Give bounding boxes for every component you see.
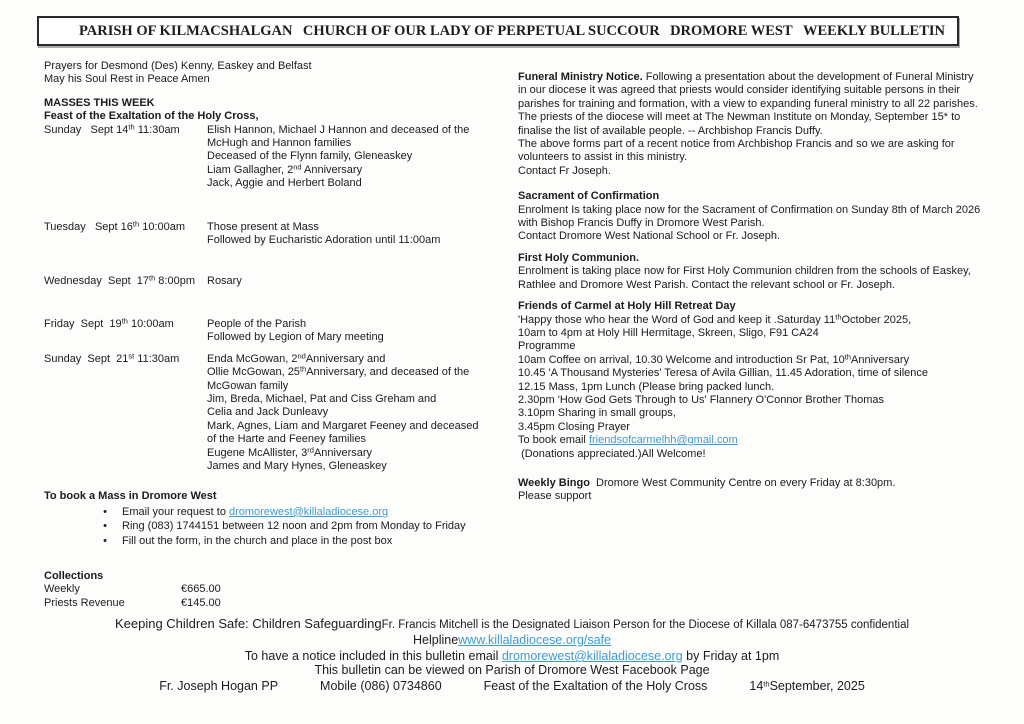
feast-heading: Feast of the Exaltation of the Holy Cross, <box>44 110 259 123</box>
mass-when: Tuesday Sept 16th 10:00am <box>44 219 186 233</box>
safeguarding-title: Keeping Children Safe: Children Safeguarding <box>114 616 382 631</box>
mass-row <box>44 124 510 191</box>
bingo-heading: Weekly Bingo <box>518 476 590 489</box>
right-column <box>518 71 988 504</box>
booking-item-text: Email your request to <box>122 505 229 518</box>
header-title-parish: PARISH OF KILMACSHALGAN <box>79 22 293 39</box>
booking-heading: To book a Mass in Dromore West <box>44 490 217 503</box>
bullet-icon: • <box>103 520 107 533</box>
masses-heading: MASSES THIS WEEK <box>44 96 155 109</box>
booking-item-text: Ring (083) 1744151 between 12 noon and 2pm from Monday to Friday <box>122 520 466 533</box>
header-title-church: CHURCH OF OUR LADY OF PERPETUAL SUCCOUR <box>302 22 660 39</box>
mass-when: Sunday Sept 14th 11:30am <box>44 122 180 136</box>
booking-item <box>88 534 510 548</box>
collection-row <box>44 583 510 596</box>
carmel-retreat-section <box>518 300 988 461</box>
confirmation-section <box>518 190 988 244</box>
header-title-dromore: DROMORE WEST <box>670 22 793 39</box>
mass-row <box>44 353 510 474</box>
collection-label: Weekly <box>44 583 80 596</box>
mass-intentions: Enda McGowan, 2ndAnniversary and Ollie McGowan, 25thAnniversary, and deceased of the McGowan family Jim, Breda, Michael, Pat and Ciss Greham and Celia and Jack Dunleavy Mark, Agnes, Liam and Margaret Feeney and deceased of the Harte and Feeney families Eugene McAllister, 3rdAnniversary James and Mary Hynes, Gleneaskey <box>207 351 479 472</box>
funeral-ministry-heading: Funeral Ministry Notice. <box>518 71 643 83</box>
helpline-label: Helpline <box>412 633 459 647</box>
left-column <box>44 60 510 610</box>
carmel-email-link[interactable]: friendsofcarmelhh@gmail.com <box>588 434 738 447</box>
bingo-section <box>518 477 988 504</box>
bulletin-date: 14thSeptember, 2025 <box>749 679 865 693</box>
footer <box>0 616 1024 693</box>
mass-when: Friday Sept 19th 10:00am <box>44 316 174 330</box>
bulletin-header <box>37 16 959 46</box>
funeral-ministry-body: Following a presentation about the development of Funeral Ministry in our diocese it was agreed that priests would consider identifying suitable persons in their parishes for training and formation, with a view to expanding funeral ministry to all 22 parishes. The priests of the diocese will meet at The Newman Institute on Monday, September 15* to finalise the list of available people. -- Archbishop Francis Duffy. The above forms part of a recent notice from Archbishop Francis and so we are asking for volunteers to assist in this ministry. Contact Fr Joseph. <box>518 71 978 177</box>
collections-heading: Collections <box>44 569 104 582</box>
notice-line <box>0 649 1024 663</box>
collection-row <box>44 597 510 610</box>
bullet-icon: • <box>103 534 107 547</box>
funeral-ministry-section <box>518 71 988 178</box>
mass-intentions: Rosary <box>207 275 242 288</box>
mass-when: Wednesday Sept 17th 8:00pm <box>44 273 195 288</box>
prayers-note: Prayers for Desmond (Des) Kenny, Easkey and Belfast May his Soul Rest in Peace Amen <box>44 60 312 86</box>
priest-mobile: Mobile (086) 0734860 <box>320 679 442 693</box>
communion-section <box>518 252 988 292</box>
facebook-line: This bulletin can be viewed on Parish of Dromore West Facebook Page <box>314 663 710 677</box>
mass-intentions: Those present at Mass Followed by Eucharistic Adoration until 11:00am <box>207 220 441 247</box>
mass-row <box>44 318 510 345</box>
notice-suffix: by Friday at 1pm <box>682 649 780 663</box>
priest-name: Fr. Joseph Hogan PP <box>159 679 279 693</box>
helpline-line <box>0 633 1024 647</box>
bingo-body: Dromore West Community Centre on every Friday at 8:30pm. Please support <box>518 476 896 503</box>
communion-body: Enrolment is taking place now for First Holy Communion children from the schools of Easkey, Rathlee and Dromore West Parish. Contact the relevant school or Fr. Joseph. <box>518 265 971 291</box>
contact-line <box>0 679 1024 693</box>
mass-intentions: People of the Parish Followed by Legion of Mary meeting <box>207 317 384 344</box>
mass-row <box>44 275 510 288</box>
feast-name: Feast of the Exaltation of the Holy Cross <box>483 679 708 693</box>
booking-item-text: Fill out the form, in the church and place in the post box <box>122 534 393 547</box>
header-title-bulletin: WEEKLY BULLETIN <box>803 22 945 39</box>
helpline-link[interactable]: www.killaladiocese.org/safe <box>458 633 612 647</box>
notice-prefix: To have a notice included in this bulletin email <box>244 649 502 663</box>
notice-email-link[interactable]: dromorewest@killaladiocese.org <box>501 649 683 663</box>
carmel-donations-text: (Donations appreciated.)All Welcome! <box>518 447 706 460</box>
communion-heading: First Holy Communion. <box>518 251 639 264</box>
carmel-book-text: To book email <box>518 434 589 447</box>
mass-row <box>44 221 510 248</box>
carmel-heading: Friends of Carmel at Holy Hill Retreat Day <box>518 300 736 313</box>
confirmation-body: Enrolment Is taking place now for the Sacrament of Confirmation on Sunday 8th of March 2026 with Bishop Francis Duffy in Dromore West Parish. Contact Dromore West National School or Fr. Joseph. <box>518 203 981 243</box>
collection-label: Priests Revenue <box>44 596 125 609</box>
safeguarding-line <box>0 616 1024 631</box>
booking-email-link[interactable]: dromorewest@killaladiocese.org <box>229 505 389 518</box>
collection-amount: €665.00 <box>181 583 221 596</box>
mass-when: Sunday Sept 21st 11:30am <box>44 351 180 365</box>
mass-schedule <box>44 124 510 474</box>
booking-item <box>88 505 510 519</box>
booking-item <box>88 519 510 533</box>
booking-list <box>44 505 510 548</box>
mass-intentions: Elish Hannon, Michael J Hannon and deceased of the McHugh and Hannon families Deceased of the Flynn family, Gleneaskey Liam Gallagher, 2nd Anniversary Jack, Aggie and Herbert Boland <box>207 123 470 190</box>
bullet-icon: • <box>103 505 107 518</box>
collection-amount: €145.00 <box>181 596 221 609</box>
carmel-body: 'Happy those who hear the Word of God and keep it .Saturday 11thOctober 2025, 10am to 4pm at Holy Hill Hermitage, Skreen, Sligo, F91 CA24 Programme 10am Coffee on arrival, 10.30 Welcome and introduction Sr Pat, 10thAnniversary 10.45 'A Thousand Mysteries' Teresa of Avila Gillian, 11.45 Adoration, time of silence 12.15 Mass, 1pm Lunch (Please bring packed lunch. 2.30pm 'How God Gets Through to Us' Flannery O'Connor Brother Thomas 3.10pm Sharing in small groups, 3.45pm Closing Prayer <box>518 312 929 433</box>
confirmation-heading: Sacrament of Confirmation <box>518 190 660 203</box>
safeguarding-detail: Fr. Francis Mitchell is the Designated Liaison Person for the Diocese of Killala 087-6473755 confidential <box>381 619 910 631</box>
